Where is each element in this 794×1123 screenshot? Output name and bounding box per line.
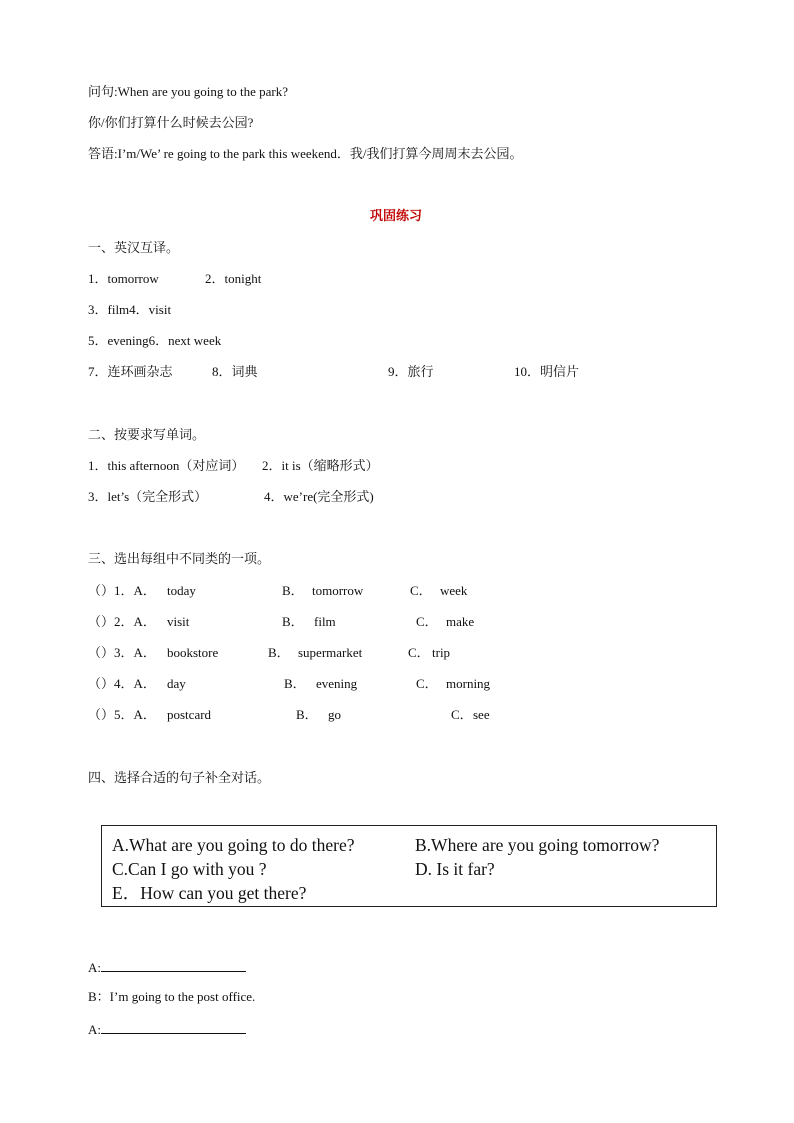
s3-option-c-label: C． [416, 614, 438, 629]
speaker-label: A: [88, 1022, 101, 1037]
s3-option-a: day [167, 676, 186, 691]
s3-option-c-label: C． [408, 645, 430, 660]
answer-blank[interactable] [101, 958, 246, 972]
option-c: C.Can I go with you ? [112, 859, 267, 879]
s2-item: 2．it is（缩略形式） [262, 458, 379, 473]
s3-option-b: film [314, 614, 336, 629]
dialog-text: I’m going to the post office. [109, 989, 256, 1004]
speaker-label: A: [88, 960, 101, 975]
s3-number: （）4．A． [88, 676, 156, 691]
s1-item: 3．film4．visit [88, 302, 172, 317]
dialog-line-2 [88, 989, 255, 1005]
s3-option-c: morning [446, 676, 491, 691]
s2-heading: 二、按要求写单词。 [88, 427, 206, 442]
options-box [101, 825, 717, 907]
s3-option-b: go [328, 707, 341, 722]
s3-option-b: evening [316, 676, 358, 691]
s3-heading: 三、选出每组中不同类的一项。 [88, 551, 271, 566]
s3-option-b-label: B． [282, 583, 304, 598]
s1-item: 2．tonight [205, 271, 262, 286]
s2-item: 4．we’re(完全形式) [264, 489, 374, 504]
s2-item: 1．this afternoon（对应词） [88, 458, 245, 473]
s3-option-a: bookstore [167, 645, 219, 660]
s3-option-c-label: C． [410, 583, 432, 598]
s3-option-c-label: C． [451, 707, 473, 722]
s3-option-c: trip [432, 645, 451, 660]
s3-option-c: make [446, 614, 475, 629]
intro-question: 问句:When are you going to the park? [88, 84, 288, 99]
option-e: E．How can you get there? [112, 883, 307, 903]
answer-blank[interactable] [101, 1020, 246, 1034]
s3-option-c: week [440, 583, 468, 598]
s3-option-a: today [167, 583, 196, 598]
speaker-label: B： [88, 989, 110, 1004]
s3-option-b-label: B． [284, 676, 306, 691]
s3-option-a: postcard [167, 707, 212, 722]
s3-number: （）5．A． [88, 707, 156, 722]
s3-option-a: visit [167, 614, 190, 629]
s3-option-c: see [473, 707, 490, 722]
s3-option-b-label: B． [296, 707, 318, 722]
s3-option-b-label: B． [268, 645, 290, 660]
s3-number: （）1．A． [88, 583, 156, 598]
s4-heading: 四、选择合适的句子补全对话。 [88, 770, 271, 785]
s3-option-b: tomorrow [312, 583, 364, 598]
s1-item: 7．连环画杂志 [88, 364, 173, 379]
s1-item: 10．明信片 [514, 364, 580, 379]
s3-number: （）2．A． [88, 614, 156, 629]
dialog-line-1 [88, 958, 246, 976]
section-title: 巩固练习 [370, 208, 423, 223]
dialog-line-3 [88, 1020, 246, 1038]
s3-option-c-label: C． [416, 676, 438, 691]
s1-item: 5．evening6．next week [88, 333, 222, 348]
intro-question-cn: 你/你们打算什么时候去公园? [88, 115, 254, 130]
s3-option-b: supermarket [298, 645, 363, 660]
s1-item: 1．tomorrow [88, 271, 159, 286]
option-a: A.What are you going to do there? [112, 835, 355, 855]
s3-number: （）3．A． [88, 645, 156, 660]
s1-item: 9．旅行 [388, 364, 434, 379]
option-d: D. Is it far? [415, 859, 495, 879]
s3-option-b-label: B． [282, 614, 304, 629]
s1-heading: 一、英汉互译。 [88, 240, 180, 255]
intro-answer: 答语:I’m/We’ re going to the park this weekend．我/我们打算今周周末去公园。 [88, 146, 523, 161]
option-b: B.Where are you going tomorrow? [415, 835, 660, 855]
s1-item: 8．词典 [212, 364, 258, 379]
s2-item: 3．let’s（完全形式） [88, 489, 208, 504]
